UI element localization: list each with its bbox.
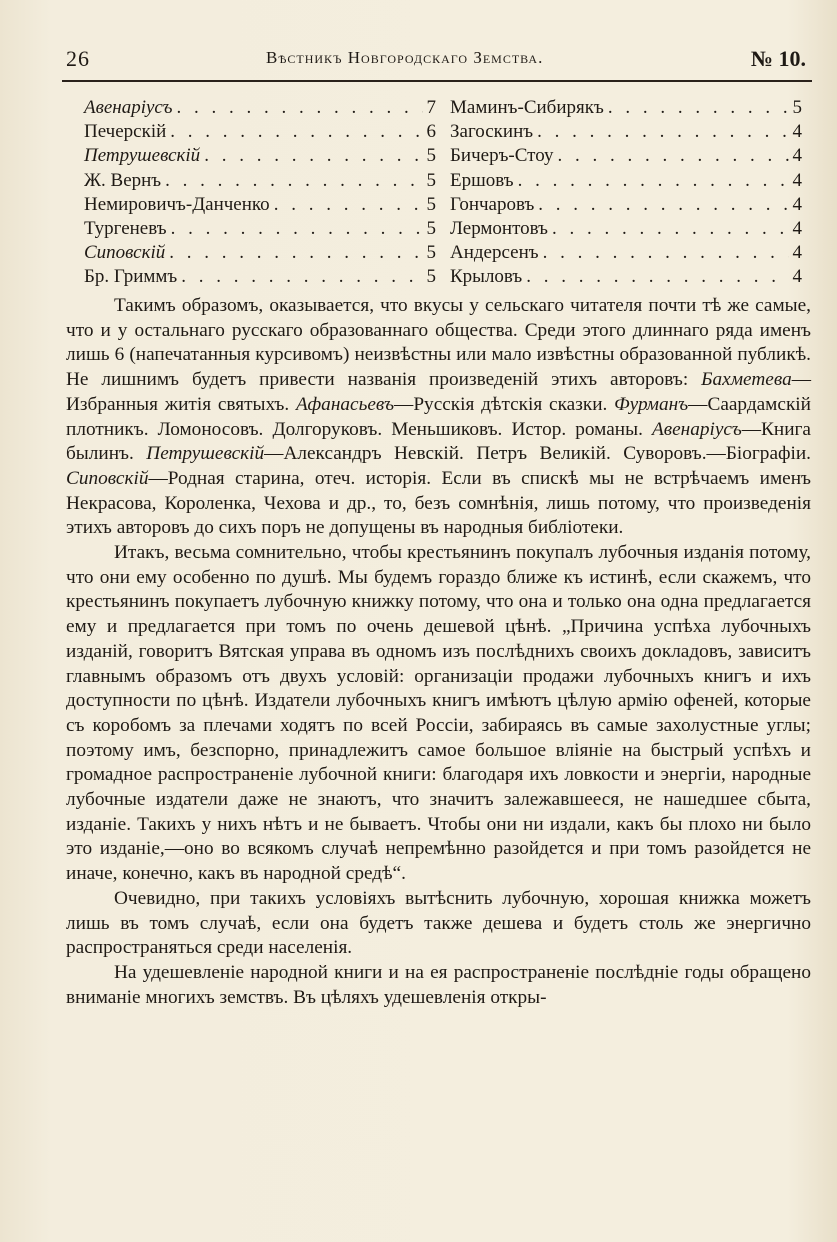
page-header — [66, 44, 806, 80]
paragraph — [66, 294, 811, 541]
leader-dots — [553, 144, 788, 168]
author-list-left-column — [84, 96, 436, 290]
body-text — [66, 294, 811, 1010]
author-name: Сиповскій — [84, 242, 166, 264]
author-list-right-column — [450, 96, 802, 290]
author-name: Бр. Гриммъ — [84, 266, 178, 288]
leader-dots — [522, 265, 788, 289]
leader-dots — [200, 144, 422, 168]
author-row — [84, 265, 436, 289]
author-row — [84, 120, 436, 144]
author-name: Андерсенъ — [450, 242, 539, 264]
italic-author: Бахметева — [701, 369, 792, 391]
author-row — [450, 241, 802, 265]
italic-author: Петрушевскій — [146, 443, 265, 465]
text-run: —Избранныя житія святыхъ. — [66, 369, 811, 415]
author-count: 4 — [792, 266, 802, 288]
author-count: 4 — [792, 121, 802, 143]
leader-dots — [539, 241, 789, 265]
author-name: Бичеръ-Стоу — [450, 145, 554, 167]
italic-author: Авенаріусъ — [651, 418, 742, 440]
italic-author: Афанасьевъ — [296, 393, 395, 415]
leader-dots — [165, 241, 422, 265]
author-name: Загоскинъ — [450, 121, 534, 143]
italic-author: Сиповскій — [66, 467, 149, 489]
author-row — [84, 144, 436, 168]
author-count: 5 — [426, 266, 436, 288]
author-name: Авенаріусъ — [84, 97, 173, 118]
author-name: Лермонтовъ — [450, 217, 548, 239]
leader-dots — [270, 193, 423, 217]
leader-dots — [177, 265, 422, 289]
leader-dots — [161, 169, 422, 193]
author-count: 5 — [426, 145, 436, 167]
author-row — [450, 169, 802, 193]
author-name: Крыловъ — [450, 266, 523, 288]
author-row — [450, 217, 802, 241]
author-count: 5 — [426, 217, 436, 239]
text-run: —Русскія дѣтскія сказки. — [394, 393, 615, 415]
author-count: 6 — [426, 121, 436, 143]
author-count: 4 — [792, 217, 802, 239]
leader-dots — [166, 120, 422, 144]
author-name: Маминъ-Сибирякъ — [450, 97, 604, 118]
leader-dots — [514, 169, 789, 193]
author-count: 4 — [792, 169, 802, 191]
author-name: Тургеневъ — [84, 217, 167, 239]
author-row — [450, 144, 802, 168]
leader-dots — [533, 120, 788, 144]
author-row — [450, 265, 802, 289]
text-run: —Александръ Невскій. Петръ Великій. Суворовъ.—Біографіи. — [264, 443, 811, 465]
italic-author: Фурманъ — [614, 393, 689, 415]
author-row — [84, 241, 436, 265]
author-name: Петрушевскій — [84, 145, 201, 167]
author-name: Ершовъ — [450, 169, 514, 191]
text-run: —Родная старина, отеч. исторія. Если въ спискѣ мы не встрѣчаемъ именъ Некрасова, Короленка, Чехова и др., то, безъ сомнѣнія, лишь потому, что произведенія этихъ авторовъ до сихъ поръ не допущены въ народныя библіотеки. — [66, 467, 811, 539]
author-count: 7 — [426, 97, 436, 118]
leader-dots — [548, 217, 789, 241]
issue-number: № 10. — [750, 46, 806, 71]
header-rule — [62, 80, 812, 82]
leader-dots — [167, 217, 423, 241]
author-count: 5 — [792, 97, 802, 118]
paragraph: На удешевленіе народной книги и на ея распространеніе послѣдніе годы обращено вниманіе многихъ земствъ. Въ цѣляхъ удешевленія откры- — [66, 961, 811, 1008]
paragraph: Очевидно, при такихъ условіяхъ вытѣснить лубочную, хорошая книжка можетъ лишь въ томъ случаѣ, если она будетъ также дешева и будетъ столь же энергично распространяться среди населенія. — [66, 887, 811, 959]
text-run: —Книга былинъ. — [66, 418, 811, 465]
author-name: Гончаровъ — [450, 193, 535, 215]
author-row — [84, 217, 436, 241]
author-count: 5 — [426, 169, 436, 191]
author-row — [450, 193, 802, 217]
author-row — [84, 96, 436, 120]
author-count: 4 — [792, 242, 802, 264]
author-row — [84, 193, 436, 217]
author-count: 5 — [426, 193, 436, 215]
author-name: Ж. Вернъ — [84, 169, 162, 191]
author-count: 4 — [792, 193, 802, 215]
author-name: Немировичъ-Данченко — [84, 193, 270, 215]
author-count: 4 — [792, 145, 802, 167]
page-number: 26 — [66, 46, 90, 71]
author-row — [84, 169, 436, 193]
author-count: 5 — [426, 242, 436, 264]
author-row — [450, 120, 802, 144]
journal-title: Вѣстникъ Новгородскаго Земства. — [266, 48, 544, 67]
author-row — [450, 96, 802, 120]
text-run: Такимъ образомъ, оказывается, что вкусы у сельскаго читателя почти тѣ же самые, что и у остальнаго русскаго образованнаго общества. Среди этого длиннаго ряда именъ лишь 6 (напечатанныя курсивомъ) неизвѣстны или мало извѣстны образованной публикѣ. Не лишнимъ будетъ привести названія произведеній этихъ авторовъ: — [66, 295, 811, 391]
paragraph: Итакъ, весьма сомнительно, чтобы крестьянинъ покупалъ лубочныя изданія потому, что они ему особенно по душѣ. Мы будемъ гораздо ближе къ истинѣ, если скажемъ, что крестьянинъ покупаетъ лубочную книжку потому, что она и только она одна предлагается ему и предлагается при томъ по очень дешевой цѣнѣ. „Причина успѣха лубочныхъ изданій, говоритъ Вятская управа въ одномъ изъ послѣднихъ своихъ докладовъ, зависитъ главнымъ образомъ отъ двухъ условій: организаціи продажи лубочныхъ книгъ и ихъ доступности по цѣнѣ. Издатели лубочныхъ книгъ имѣютъ цѣлую армію офеней, которые съ коробомъ за плечами ходятъ по всей Россіи, забираясь въ самые захолустные углы; поэтому имъ, безспорно, принадлежитъ самое большое вліяніе на быстрый успѣхъ и громадное распространеніе лубочной книги: благодаря ихъ ловкости и энергіи, народные лубочные издатели даже не знаютъ, что значитъ залежавшееся, не нашедшее сбыта, изданіе. Такихъ у нихъ нѣтъ и не бываетъ. Чтобы они ни издали, какъ бы плохо ни было это изданіе,—оно во всякомъ случаѣ непремѣнно разойдется и при томъ разойдется не иначе, конечно, какъ въ народной средѣ“. — [66, 542, 811, 885]
leader-dots — [604, 96, 789, 120]
text-run: —Саардамскій плотникъ. Ломоносовъ. Долгоруковъ. Меньшиковъ. Истор. романы. — [66, 393, 811, 440]
leader-dots — [172, 96, 422, 120]
leader-dots — [534, 193, 788, 217]
author-name: Печерскій — [84, 121, 167, 143]
